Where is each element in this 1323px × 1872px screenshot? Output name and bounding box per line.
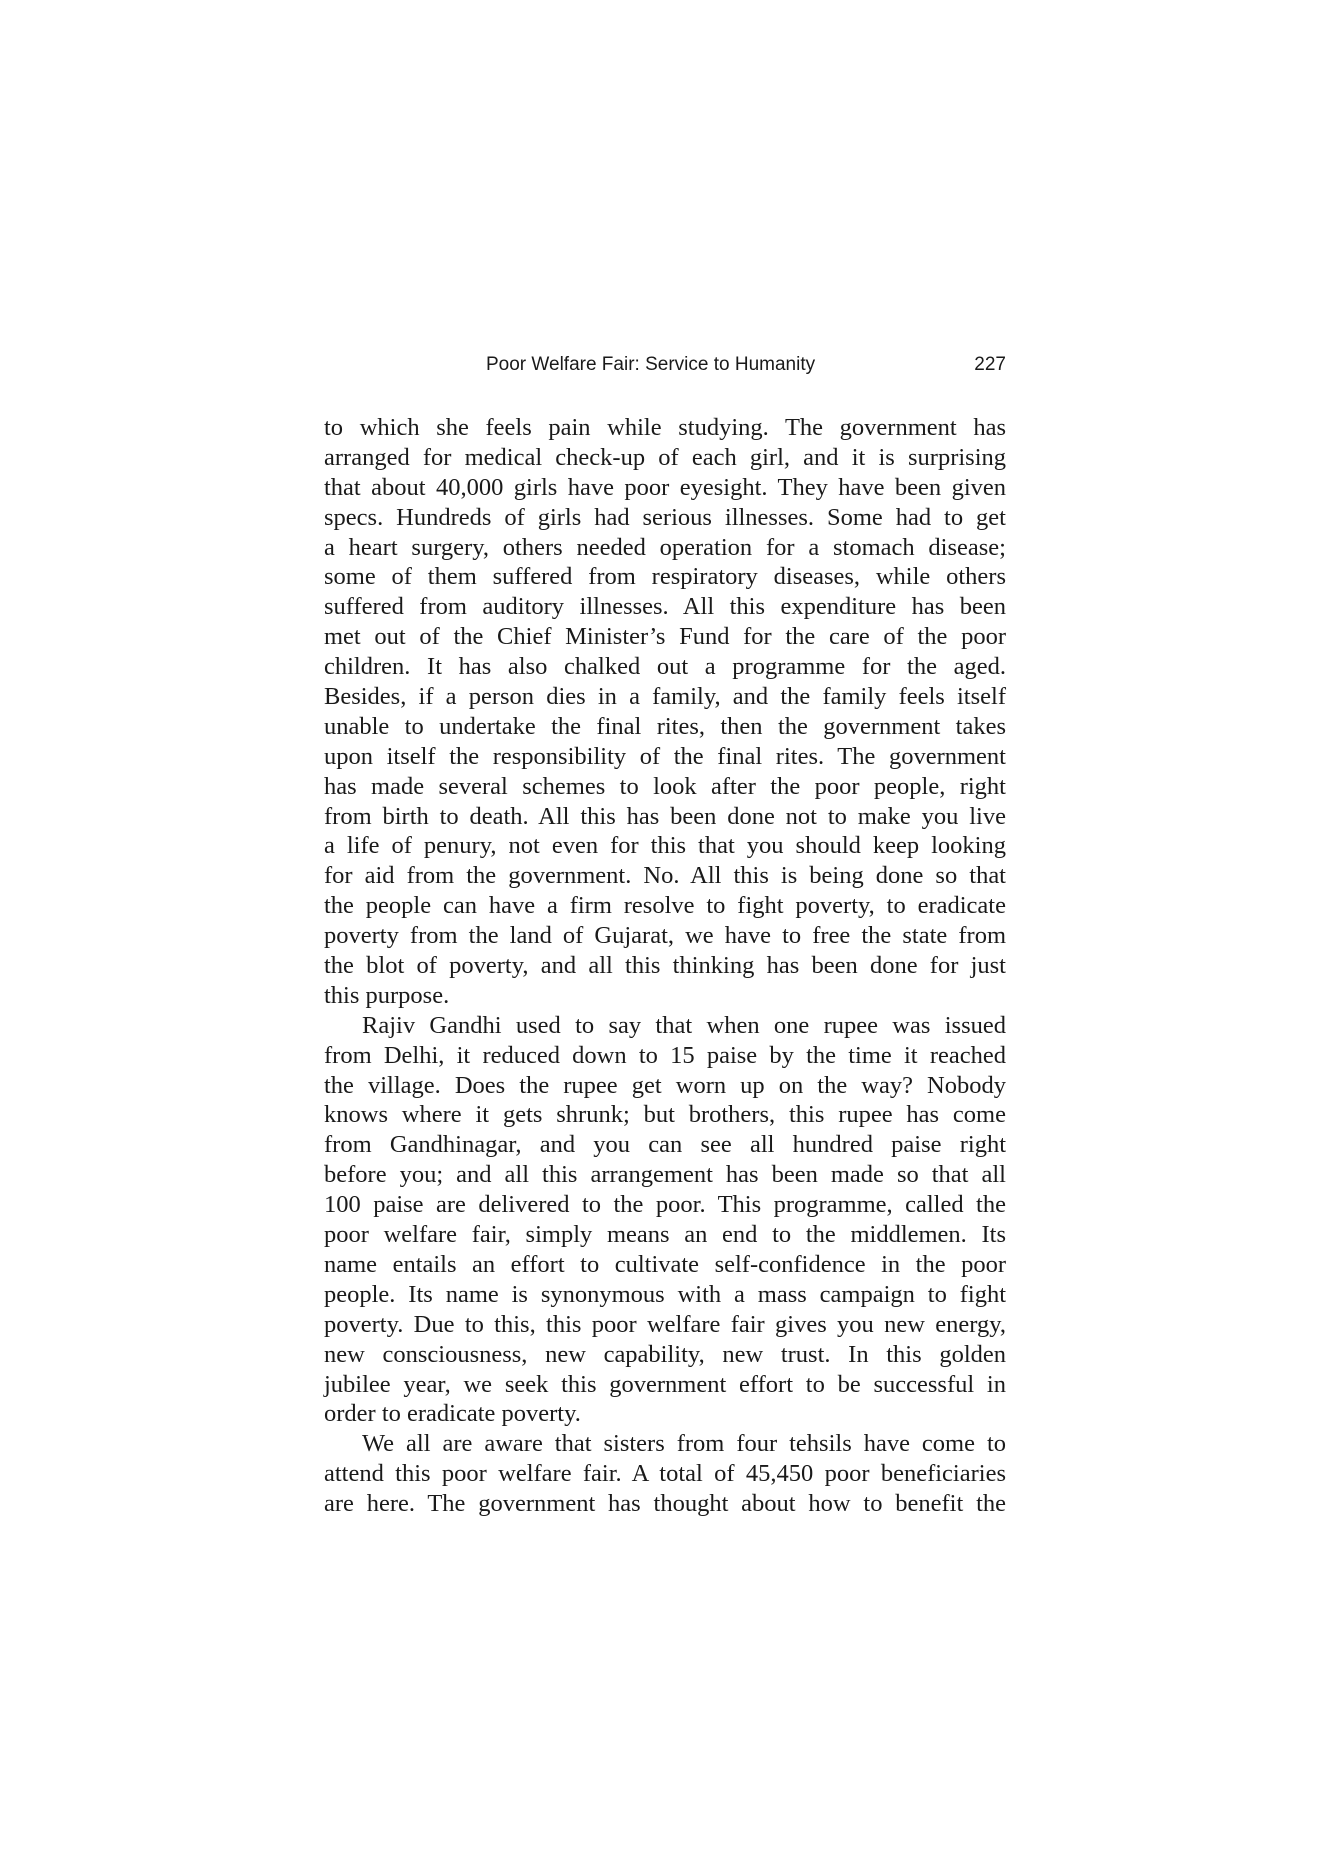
text-line: poverty. Due to this, this poor welfare fair gives you new energy, [324,1310,1006,1338]
text-line: attend this poor welfare fair. A total of 45,450 poor beneficiaries [324,1460,1006,1488]
text-line: has made several schemes to look after the poor people, right [324,772,1006,800]
text-line: some of them suffered from respiratory diseases, while others [324,563,1006,591]
text-line: Rajiv Gandhi used to say that when one rupee was issued [362,1011,1006,1039]
text-line: poor welfare fair, simply means an end to the middlemen. Its [324,1221,1006,1249]
text-line: from birth to death. All this has been done not to make you live [324,802,1006,830]
text-line: poverty from the land of Gujarat, we have to free the state from [324,922,1006,950]
paragraph [324,1011,1006,1429]
text-line: are here. The government has thought about how to benefit the [324,1490,1006,1518]
text-line: We all are aware that sisters from four tehsils have come to [362,1430,1006,1458]
text-line: before you; and all this arrangement has been made so that all [324,1161,1006,1189]
text-line: a heart surgery, others needed operation for a stomach disease; [324,533,1006,561]
text-line: unable to undertake the final rites, then the government takes [324,712,1006,740]
text-line: suffered from auditory illnesses. All this expenditure has been [324,593,1006,621]
text-line: from Delhi, it reduced down to 15 paise by the time it reached [324,1041,1006,1069]
text-line: from Gandhinagar, and you can see all hundred paise right [324,1131,1006,1159]
text-line: people. Its name is synonymous with a mass campaign to fight [324,1280,1006,1308]
running-title: Poor Welfare Fair: Service to Humanity [486,354,816,375]
text-line: jubilee year, we seek this government effort to be successful in [324,1370,1006,1398]
text-line: specs. Hundreds of girls had serious illnesses. Some had to get [324,503,1006,531]
text-line: the blot of poverty, and all this thinking has been done for just [324,952,1006,980]
text-line: to which she feels pain while studying. The government has [324,414,1006,441]
text-line: that about 40,000 girls have poor eyesight. They have been given [324,473,1006,501]
text-line: Besides, if a person dies in a family, and the family feels itself [324,683,1006,711]
body-text [324,413,1006,1519]
paragraph [324,1429,1006,1519]
text-line: knows where it gets shrunk; but brothers, this rupee has come [324,1101,1006,1129]
text-line: order to eradicate poverty. [324,1400,581,1428]
running-header [324,354,1006,380]
text-line: upon itself the responsibility of the final rites. The government [324,742,1006,770]
text-line: the village. Does the rupee get worn up on the way? Nobody [324,1071,1006,1099]
text-line: children. It has also chalked out a programme for the aged. [324,653,1006,681]
paragraph [324,413,1006,1011]
text-line: for aid from the government. No. All this is being done so that [324,862,1006,890]
text-line: this purpose. [324,981,450,1009]
text-line: 100 paise are delivered to the poor. This programme, called the [324,1191,1006,1219]
text-line: arranged for medical check-up of each girl, and it is surprising [324,443,1006,471]
text-line: new consciousness, new capability, new trust. In this golden [324,1340,1006,1368]
text-line: met out of the Chief Minister’s Fund for the care of the poor [324,623,1006,651]
text-line: a life of penury, not even for this that you should keep looking [324,832,1006,860]
page-number: 227 [974,354,1006,375]
text-line: the people can have a firm resolve to fight poverty, to eradicate [324,892,1006,920]
text-line: name entails an effort to cultivate self-confidence in the poor [324,1250,1006,1278]
